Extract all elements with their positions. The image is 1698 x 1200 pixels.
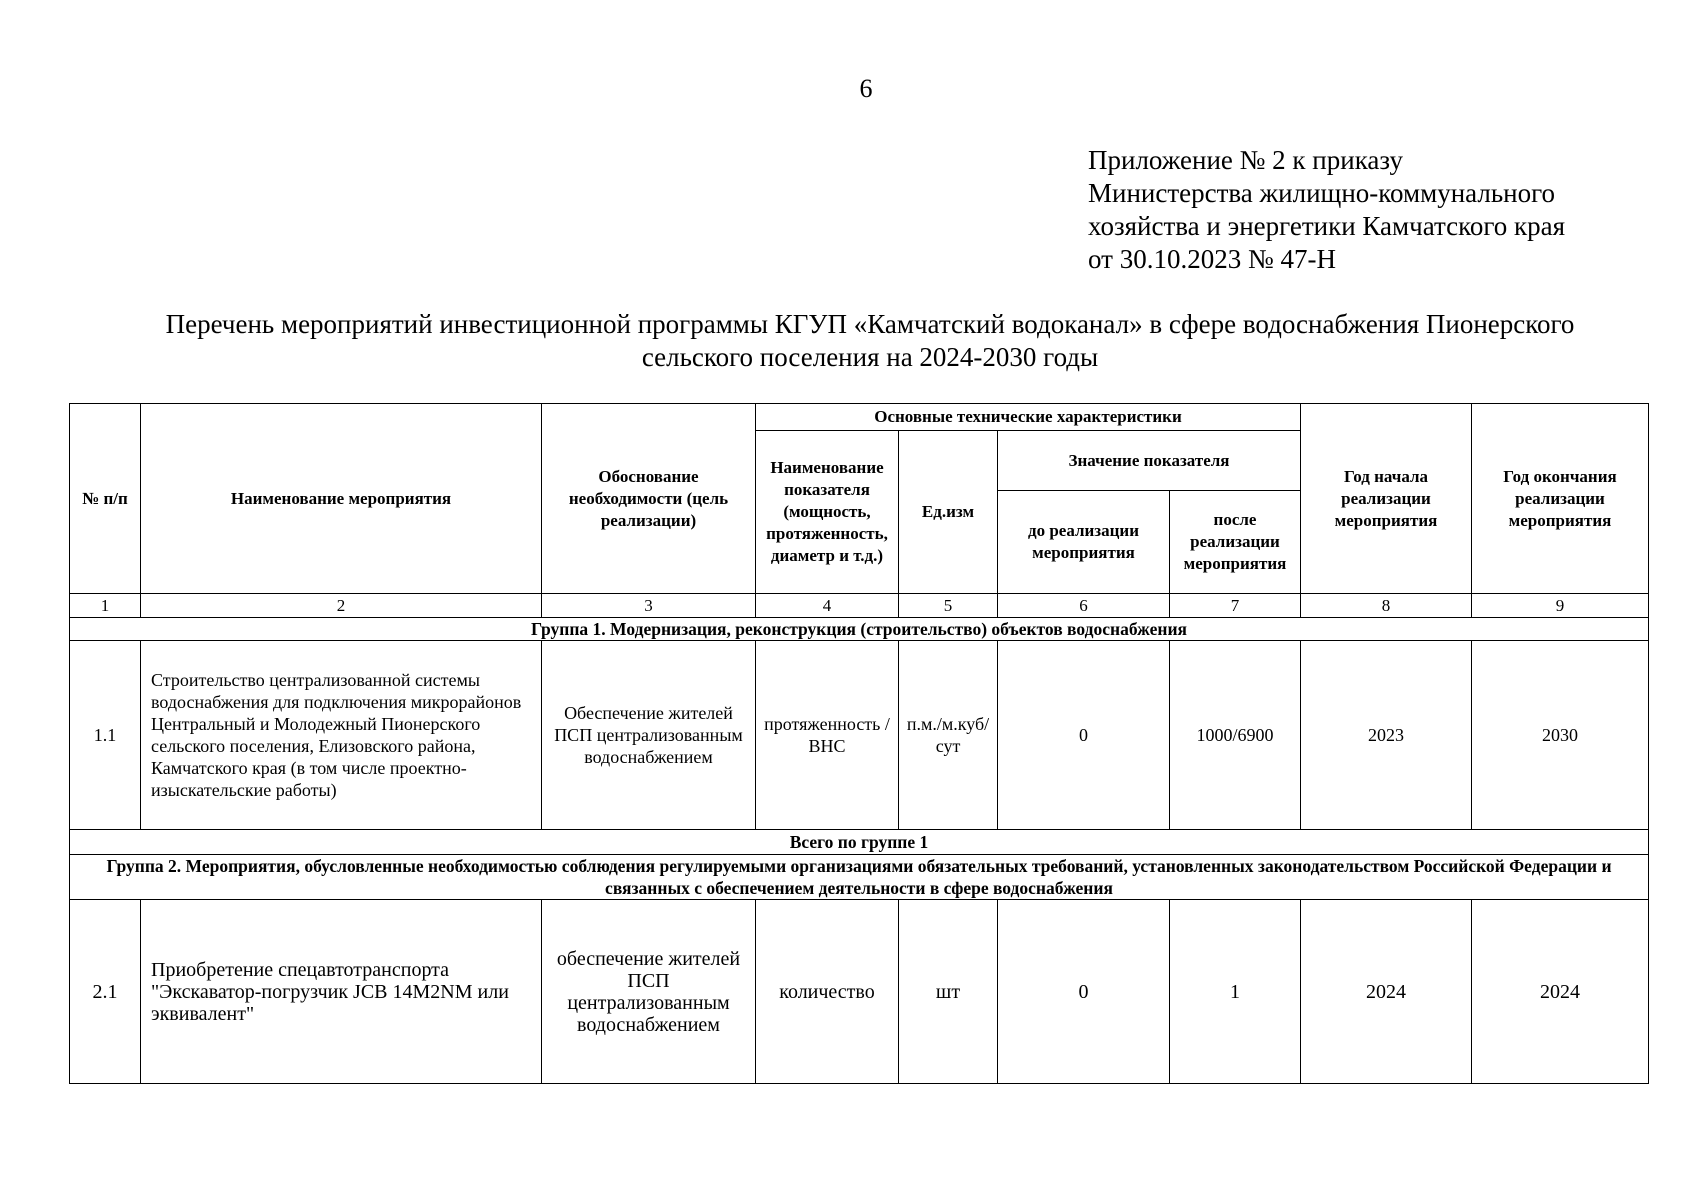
row-after: 1000/6900 [1170,641,1301,830]
column-number: 3 [542,594,756,618]
row-before: 0 [998,641,1170,830]
row-indicator: протяженность /ВНС [756,641,899,830]
appendix-line: от 30.10.2023 № 47-Н [1088,244,1336,274]
row-end-year: 2030 [1472,641,1649,830]
group-title: Группа 2. Мероприятия, обусловленные необходимостью соблюдения регулируемыми организациями обязательных требований, установленных законодательством Российской Федерации и связанных с обеспечением деятельности в сфере водоснабжения [70,855,1649,900]
header-num: № п/п [70,404,141,594]
column-number: 4 [756,594,899,618]
title-line: Перечень мероприятий инвестиционной программы КГУП «Камчатский водоканал» в сфере водоснабжения Пионерского [165,309,1575,339]
header-justification: Обоснование необходимости (цель реализации) [542,404,756,594]
row-unit: п.м./м.куб/сут [899,641,998,830]
row-name: Строительство централизованной системы водоснабжения для подключения микрорайонов Центральный и Молодежный Пионерского сельского поселения, Елизовского района, Камчатского края (в том числе проектно-изыскательские работы) [141,641,542,830]
column-number: 9 [1472,594,1649,618]
column-number: 6 [998,594,1170,618]
appendix-line: Приложение № 2 к приказу [1088,145,1403,175]
header-end-year: Год окончания реализации мероприятия [1472,404,1649,594]
column-number: 1 [70,594,141,618]
row-before: 0 [998,900,1170,1084]
column-numbers-row [70,594,1649,618]
header-name: Наименование мероприятия [141,404,542,594]
group-total-label: Всего по группе 1 [70,830,1649,855]
appendix-line: хозяйства и энергетики Камчатского края [1088,211,1566,241]
header-after: после реализации мероприятия [1170,491,1301,594]
title-line: сельского поселения на 2024-2030 годы [641,342,1099,372]
column-number: 7 [1170,594,1301,618]
header-before: до реализации мероприятия [998,491,1170,594]
row-num: 2.1 [70,900,141,1084]
document-title [70,308,1670,374]
group-total-row [70,830,1649,855]
header-unit: Ед.изм [899,431,998,594]
row-indicator: количество [756,900,899,1084]
row-start-year: 2023 [1301,641,1472,830]
table-row [70,900,1649,1084]
group-header-row [70,855,1649,900]
group-header-row [70,618,1649,641]
row-after: 1 [1170,900,1301,1084]
header-indicator-value: Значение показателя [998,431,1301,491]
header-tech-characteristics: Основные технические характеристики [756,404,1301,431]
row-justification: Обеспечение жителей ПСП централизованным водоснабжением [542,641,756,830]
row-justification: обеспечение жителей ПСП централизованным водоснабжением [542,900,756,1084]
column-number: 2 [141,594,542,618]
row-unit: шт [899,900,998,1084]
header-start-year: Год начала реализации мероприятия [1301,404,1472,594]
column-number: 8 [1301,594,1472,618]
group-title: Группа 1. Модернизация, реконструкция (строительство) объектов водоснабжения [70,618,1649,641]
table-row [70,641,1649,830]
appendix-reference [1088,144,1565,276]
row-name: Приобретение спецавтотранспорта "Экскаватор-погрузчик JCB 14M2NM или эквивалент" [141,900,542,1084]
page-number: 6 [859,74,873,103]
header-indicator-name: Наименование показателя (мощность, протяженность, диаметр и т.д.) [756,431,899,594]
measures-table [69,403,1649,1084]
appendix-line: Министерства жилищно-коммунального [1088,178,1556,208]
row-start-year: 2024 [1301,900,1472,1084]
row-num: 1.1 [70,641,141,830]
column-number: 5 [899,594,998,618]
row-end-year: 2024 [1472,900,1649,1084]
